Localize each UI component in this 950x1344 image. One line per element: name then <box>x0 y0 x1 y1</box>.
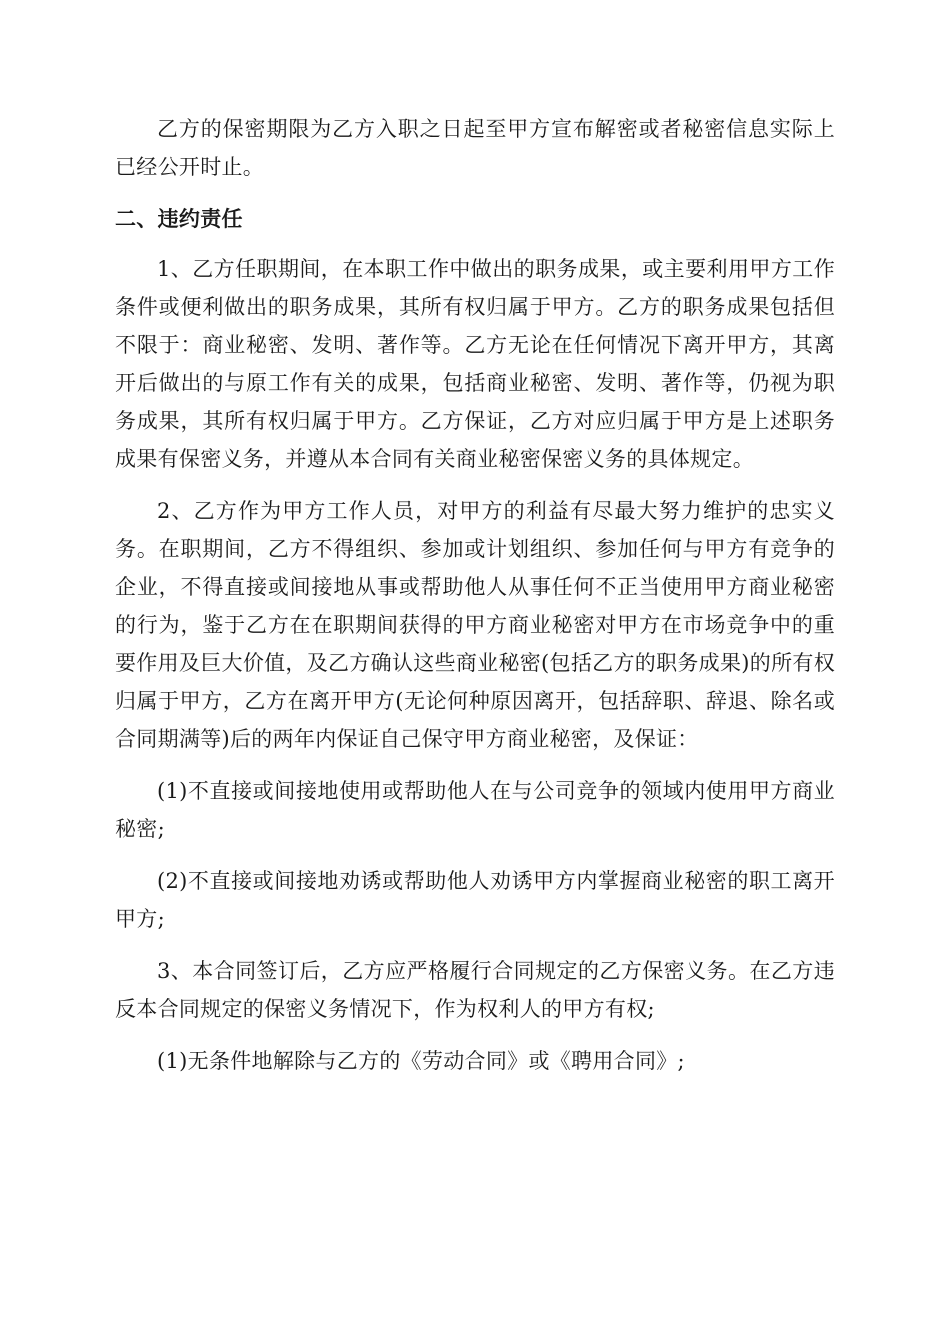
clause-3-paragraph: 3、本合同签订后，乙方应严格履行合同规定的乙方保密义务。在乙方违反本合同规定的保密义务情况下，作为权利人的甲方有权; <box>115 959 835 1021</box>
clause-2-subitem-2: (2)不直接或间接地劝诱或帮助他人劝诱甲方内掌握商业秘密的职工离开甲方; <box>115 869 835 931</box>
clause-3-subitem-1: (1)无条件地解除与乙方的《劳动合同》或《聘用合同》; <box>157 1049 685 1073</box>
document-body <box>115 110 835 1094</box>
clause-2-paragraph: 2、乙方作为甲方工作人员，对甲方的利益有尽最大努力维护的忠实义务。在职期间，乙方不得组织、参加或计划组织、参加任何与甲方有竞争的企业，不得直接或间接地从事或帮助他人从事任何不正当使用甲方商业秘密的行为，鉴于乙方在在职期间获得的甲方商业秘密对甲方在市场竞争中的重要作用及巨大价值，及乙方确认这些商业秘密(包括乙方的职务成果)的所有权归属于甲方，乙方在离开甲方(无论何种原因离开，包括辞职、辞退、除名或合同期满等)后的两年内保证自己保守甲方商业秘密，及保证： <box>115 499 835 751</box>
clause-2-subitem-1: (1)不直接或间接地使用或帮助他人在与公司竞争的领域内使用甲方商业秘密; <box>115 779 835 841</box>
section-heading-breach-liability: 二、违约责任 <box>115 207 243 231</box>
confidentiality-period-paragraph: 乙方的保密期限为乙方入职之日起至甲方宣布解密或者秘密信息实际上已经公开时止。 <box>115 117 835 179</box>
clause-1-paragraph: 1、乙方任职期间，在本职工作中做出的职务成果，或主要利用甲方工作条件或便利做出的职务成果，其所有权归属于甲方。乙方的职务成果包括但不限于：商业秘密、发明、著作等。乙方无论在任何情况下离开甲方，其离开后做出的与原工作有关的成果，包括商业秘密、发明、著作等，仍视为职务成果，其所有权归属于甲方。乙方保证，乙方对应归属于甲方是上述职务成果有保密义务，并遵从本合同有关商业秘密保密义务的具体规定。 <box>115 257 835 471</box>
